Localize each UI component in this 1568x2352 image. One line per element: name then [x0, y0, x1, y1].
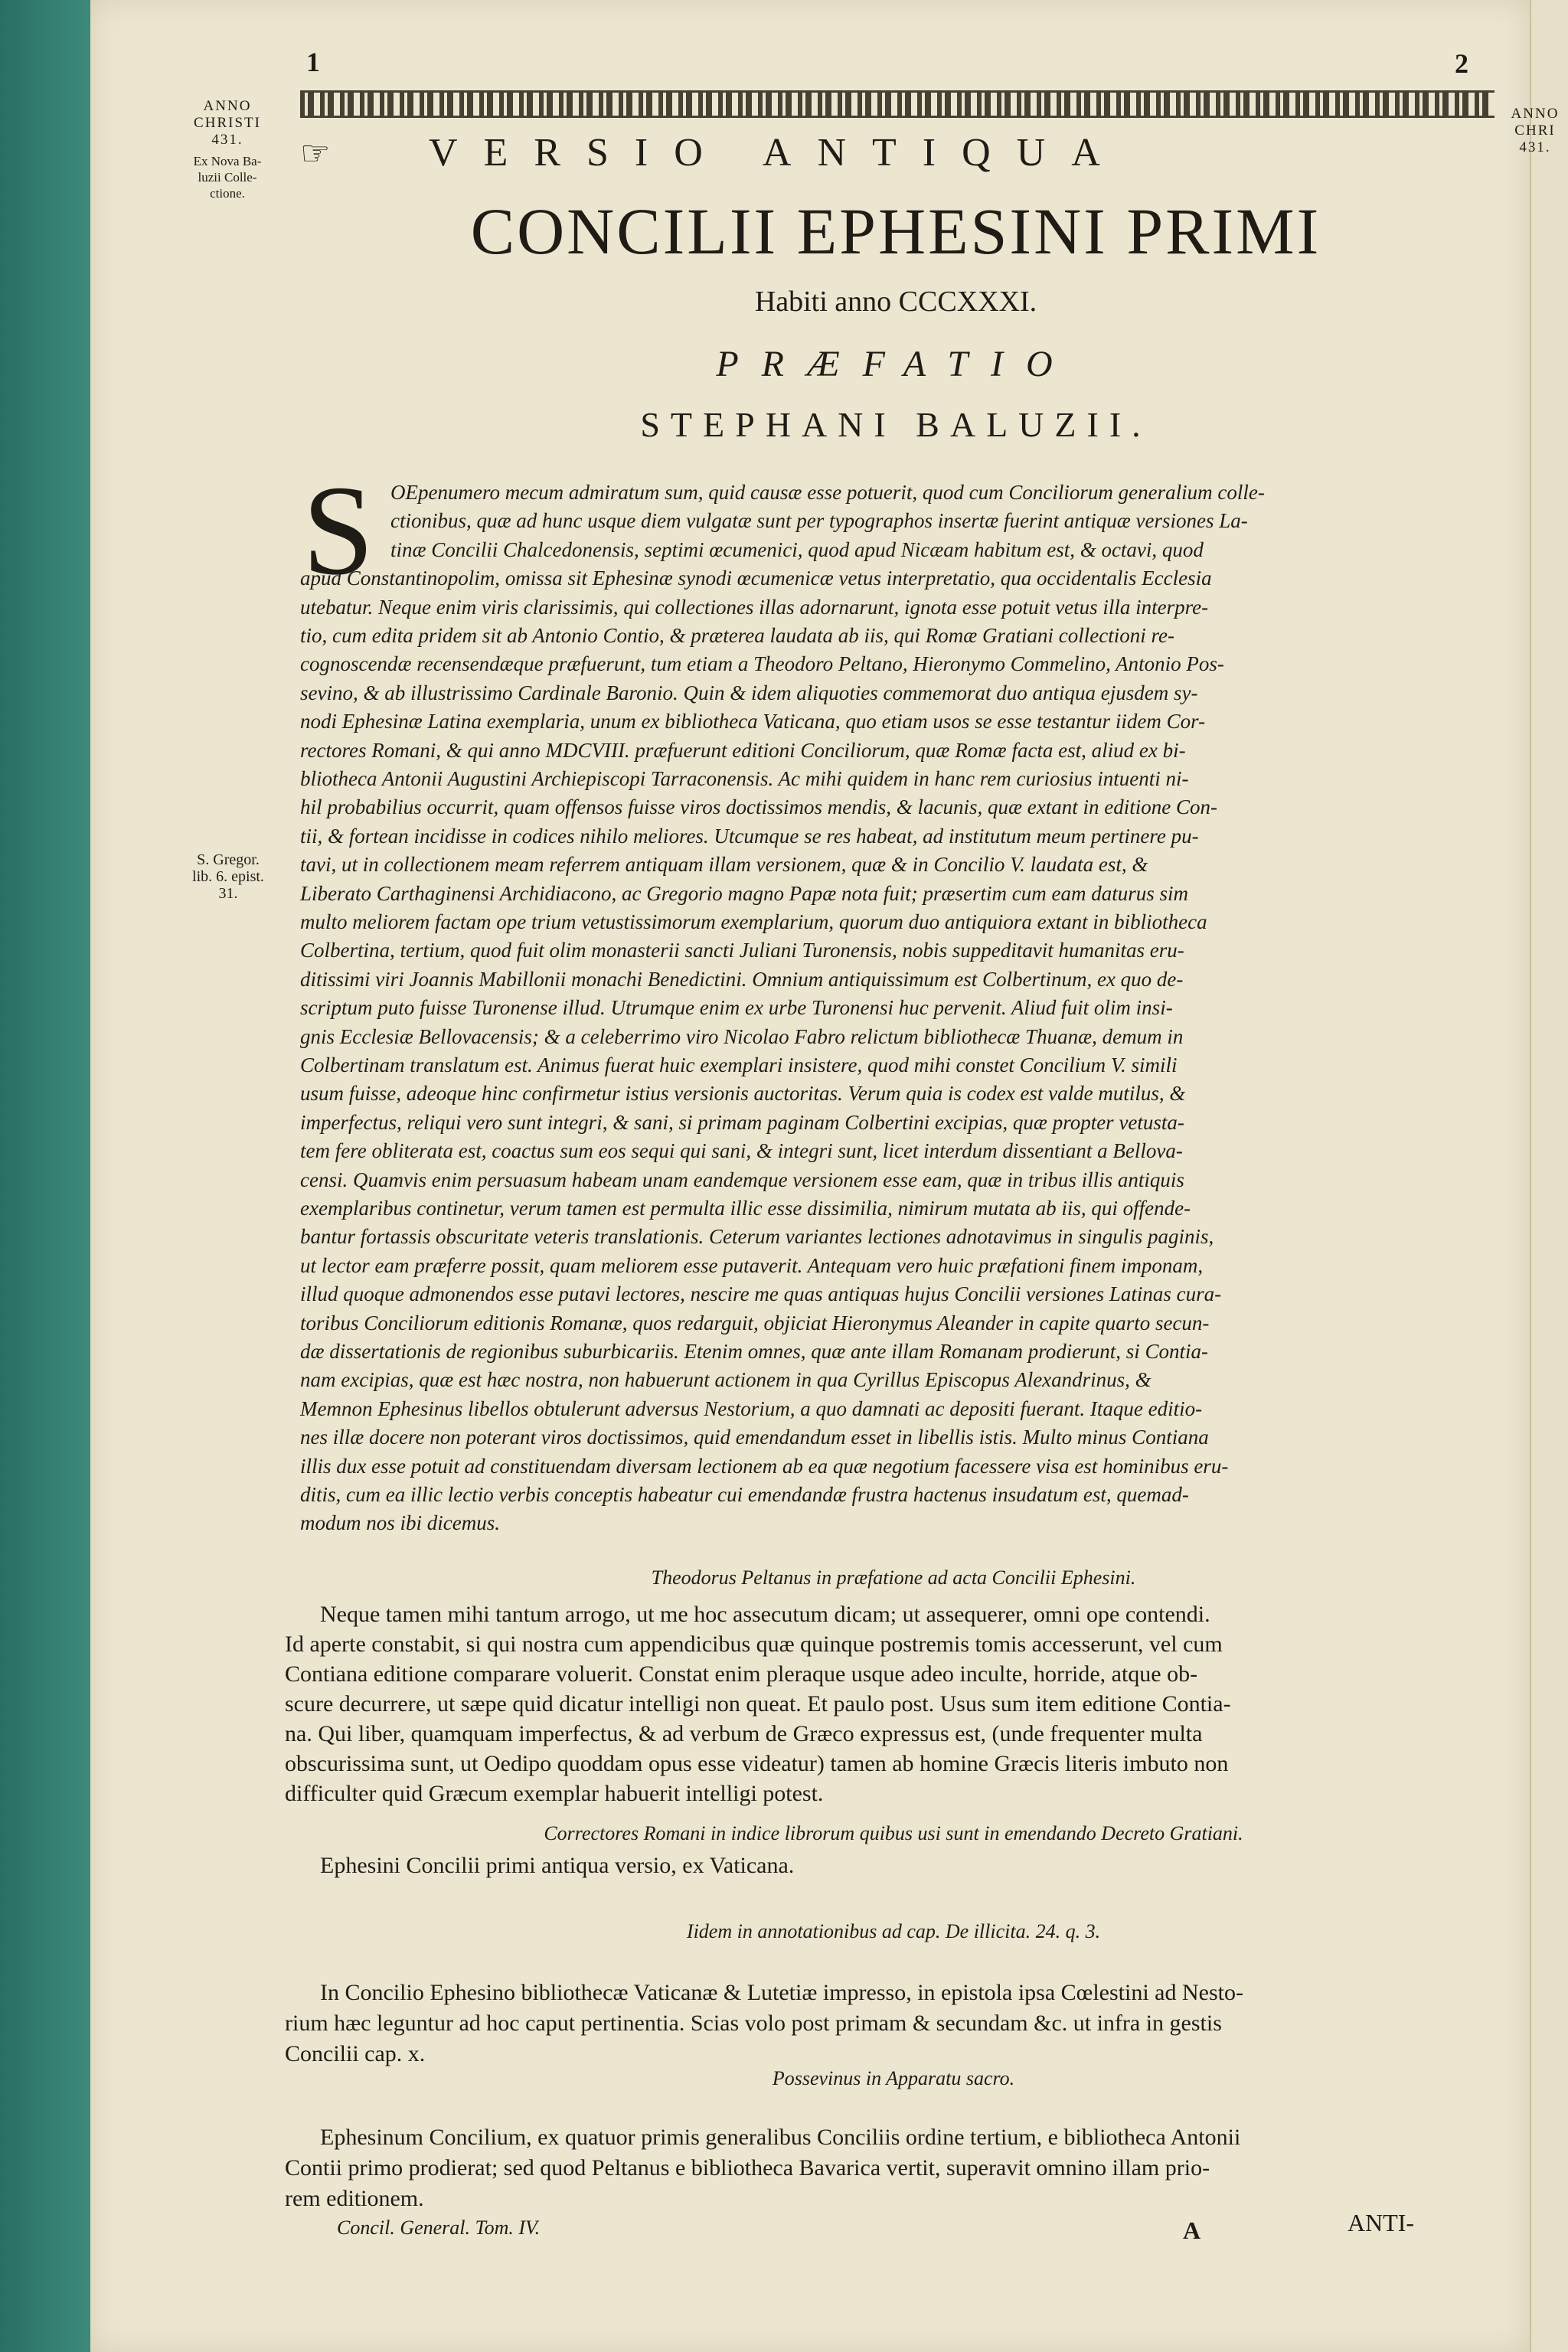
body-line: imperfectus, reliqui vero sunt integri, & sani, si primam paginam Colbertini excipias, quæ propter vetusta- — [300, 1110, 1184, 1134]
quote-heading: Possevinus in Apparatu sacro. — [772, 2067, 1015, 2089]
margin-note-gregor — [175, 851, 282, 902]
body-line: exemplaribus continetur, verum tamen est permulta illic esse dissimilia, nimirum mutata ab iis, qui offende- — [300, 1197, 1191, 1220]
pointing-hand-icon: ☞ — [300, 135, 331, 172]
body-line: Colbertinam translatum est. Animus fuerat huic exemplari insistere, quod mihi constet Concilium V. simili — [300, 1054, 1178, 1076]
body-line: tii, & fortean incidisse in codices nihilo meliores. Utcumque se res habeat, ad institutum meum pertinere pu- — [300, 824, 1199, 848]
body-line: hil probabilius occurrit, quam offensos fuisse viros doctissimos mendis, & lacunis, quæ extant in editione Con- — [300, 795, 1217, 819]
quote-line: obscurissima sunt, ut Oedipo quoddam opus esse videatur) tamen ab homine Græcis literis imbuto non — [285, 1751, 1229, 1776]
quote-line: difficulter quid Græcum exemplar habuerit intelligi potest. — [285, 1781, 824, 1806]
body-line: ditis, cum ea illic lectio verbis conceptis habeatur cui emendandæ frustra hactenus insudatum est, quemad- — [300, 1483, 1189, 1506]
catchword: ANTI- — [1348, 2209, 1415, 2236]
ornamental-border — [300, 90, 1494, 118]
body-line: tavi, ut in collectionem meam referrem antiquam illam versionem, quæ & in Concilio V. laudata est, & — [300, 853, 1148, 877]
margin-note-line: 31. — [218, 885, 238, 902]
title-habiti: Habiti anno CCCXXXI. — [754, 286, 1037, 318]
title-concilii: CONCILII EPHESINI PRIMI — [470, 194, 1321, 268]
left-page-number: 1 — [306, 47, 320, 77]
signature-letter: A — [1183, 2216, 1201, 2244]
body-line: Memnon Ephesinus libellos obtulerunt adversus Nestorium, a quo damnati ac depositi fuerant. Itaque editio- — [300, 1396, 1203, 1420]
body-line: toribus Conciliorum editionis Romanæ, quos redarguit, objiciat Hieronymus Aleander in capite quarto secun- — [300, 1311, 1210, 1334]
drop-cap: S — [302, 459, 374, 602]
next-page-edge — [1530, 0, 1568, 2352]
quote-line: In Concilio Ephesino bibliothecæ Vaticanæ & Lutetiæ impresso, in epistola ipsa Cœlestini ad Nesto- — [320, 1980, 1243, 2005]
quote-line: Contii primo prodierat; sed quod Peltanus e bibliotheca Bavarica vertit, superavit omnino illam prio- — [285, 2155, 1210, 2180]
body-line: nam excipias, quæ est hæc nostra, non habuerunt actionem in qua Cyrillus Episcopus Alexandrinus, & — [300, 1368, 1152, 1392]
quote-line: rem editionem. — [285, 2186, 424, 2211]
quote-line: Ephesinum Concilium, ex quatuor primis generalibus Conciliis ordine tertium, e bibliotheca Antonii — [320, 2125, 1241, 2150]
body-line: scriptum puto fuisse Turonense illud. Utrumque enim ex urbe Turonensi huc pervenit. Aliud fuit olim insi- — [300, 996, 1173, 1020]
body-line: censi. Quamvis enim persuasum habeam unam eandemque versionem esse eam, quæ in tribus illis antiquis — [300, 1168, 1184, 1191]
source-note-line: Ex Nova Ba- — [193, 154, 262, 168]
body-line: nes illæ docere non poterant viros doctissimos, quid emendandum esset in libellis istis. Multo minus Contiana — [300, 1426, 1209, 1449]
body-line: OEpenumero mecum admiratum sum, quid causæ esse potuerit, quod cum Conciliorum generalium colle- — [390, 481, 1265, 504]
margin-note-line: S. Gregor. — [197, 851, 260, 868]
body-line: ditissimi viri Joannis Mabillonii monachi Benedictini. Omnium antiquissimum est Colbertinum, ex quo de- — [300, 967, 1184, 991]
body-line: illud quoque admonendos esse putavi lectores, nescire me quas antiquas hujus Concilii versiones Latinas cura- — [300, 1282, 1222, 1306]
body-line: sevino, & ab illustrissimo Cardinale Baronio. Quin & idem aliquoties commemorat duo antiqua ejusdem sy- — [300, 681, 1198, 704]
body-line: usum fuisse, adeoque hinc confirmetur istius versionis auctoritas. Verum quia is codex est valde mutilus, & — [300, 1082, 1186, 1106]
body-line: dæ dissertationis de regionibus suburbicariis. Etenim omnes, quæ ante illam Romanam prodierunt, si Contia- — [300, 1340, 1208, 1363]
anno-line: CHRISTI — [194, 115, 261, 131]
body-line: tio, cum edita pridem sit ab Antonio Contio, & præterea laudata ab iis, qui Romæ Gratiani collectioni re- — [300, 624, 1174, 647]
quote-line: Id aperte constabit, si qui nostra cum appendicibus quæ quinque postremis tomis accesserunt, vel cum — [285, 1632, 1223, 1657]
quote-line: na. Qui liber, quamquam imperfectus, & ad verbum de Græco expressus est, (unde frequenter multa — [285, 1721, 1203, 1746]
source-note — [170, 153, 285, 201]
quote-line: scure decurrere, ut sæpe quid dicatur intelligi non queat. Et paulo post. Usus sum item editione Contia- — [285, 1691, 1231, 1717]
anno-line: ANNO — [1511, 106, 1560, 122]
margin-note-line: lib. 6. epist. — [192, 868, 264, 885]
anno-line: 431. — [211, 132, 243, 148]
body-line: bantur fortassis obscuritate veteris translationis. Ceterum variantes lectiones adnotavimus in singulis paginis, — [300, 1225, 1214, 1249]
source-note-line: ctione. — [210, 186, 245, 201]
body-line: multo meliorem factam ope trium vetustissimorum exemplarium, quorum duo antiquiora extant in bibliotheca — [300, 910, 1207, 933]
title-praefatio: PRÆFATIO — [716, 344, 1076, 384]
body-line: nodi Ephesinæ Latina exemplaria, unum ex bibliotheca Vaticana, quo etiam usos se esse testantur iidem Cor- — [300, 710, 1206, 733]
title-versio: VERSIO ANTIQUA — [429, 131, 1126, 175]
anno-line: 431. — [1519, 139, 1551, 155]
body-line: cognoscendæ recensendæque præfuerunt, tum etiam a Theodoro Peltano, Hieronymo Commelino, Antonio Pos- — [300, 652, 1224, 676]
body-line: tem fere obliterata est, coactus sum eos sequi qui sani, & integri sunt, licet interdum dissentiant a Bellova- — [300, 1139, 1183, 1163]
body-line: bliotheca Antonii Augustini Archiepiscopi Tarraconensis. Ac mihi quidem in hanc rem curiosius intuenti ni- — [300, 767, 1189, 790]
right-page-number: 2 — [1455, 48, 1468, 79]
anno-christi-left — [170, 98, 285, 149]
quote-heading: Correctores Romani in indice librorum quibus usi sunt in emendando Decreto Gratiani. — [544, 1822, 1243, 1844]
quote-heading: Theodorus Peltanus in præfatione ad acta Concilii Ephesini. — [651, 1566, 1136, 1589]
quote-line: rium hæc leguntur ad hoc caput pertinentia. Scias volo post primam & secundam &c. ut infra in gestis — [285, 2011, 1222, 2036]
anno-christi-right — [1502, 106, 1568, 156]
body-line: modum nos ibi dicemus. — [300, 1511, 500, 1535]
book-gutter — [0, 0, 90, 2352]
quote-heading: Iidem in annotationibus ad cap. De illicita. 24. q. 3. — [686, 1920, 1101, 1942]
signature-line: Concil. General. Tom. IV. — [337, 2216, 541, 2239]
body-line: apud Constantinopolim, omissa sit Ephesinæ synodi œcumenicæ vetus interpretatio, qua occidentalis Ecclesia — [300, 567, 1212, 590]
anno-line: ANNO — [203, 98, 252, 114]
quote-line: Neque tamen mihi tantum arrogo, ut me hoc assecutum dicam; ut assequerer, omni ope contendi. — [320, 1602, 1210, 1627]
body-line: gnis Ecclesiæ Bellovacensis; & a celeberrimo viro Nicolao Fabro relictum bibliothecæ Thuanæ, demum in — [300, 1024, 1184, 1048]
quote-line: Contiana editione comparare voluerit. Constat enim pleraque usque adeo inculte, horride, atque ob- — [285, 1661, 1198, 1687]
body-line: ctionibus, quæ ad hunc usque diem vulgatæ sunt per typographos insertæ fuerint antiquæ versiones La- — [390, 509, 1248, 533]
source-note-line: luzii Colle- — [198, 170, 257, 185]
body-line: ut lector eam præferre possit, quam meliorem esse putaverit. Antequam vero huic præfationi finem imponam, — [300, 1253, 1204, 1277]
body-line: rectores Romani, & qui anno MDCVIII. præfuerunt editioni Conciliorum, quæ Romæ facta est, aliud ex bi- — [300, 738, 1186, 762]
quote-line: Ephesini Concilii primi antiqua versio, ex Vaticana. — [320, 1853, 795, 1878]
body-line: Liberato Carthaginensi Archidiacono, ac Gregorio magno Papæ nota fuit; præsertim cum eam daturus sim — [300, 881, 1188, 905]
body-line: utebatur. Neque enim viris clarissimis, qui collectiones illas adornarunt, ignota esse potuit vetus illa interpre- — [300, 595, 1209, 619]
body-line: illis dux esse potuit ad constituendam diversam lectionem ab ea quæ negotium facessere visa est hominibus eru- — [300, 1454, 1229, 1478]
quote-line: Concilii cap. x. — [285, 2041, 426, 2066]
body-line: Colbertina, tertium, quod fuit olim monasterii sancti Juliani Turonensis, nobis suppeditavit humanitas eru- — [300, 939, 1184, 962]
title-stephani: STEPHANI BALUZII. — [640, 405, 1152, 444]
body-line: tinæ Concilii Chalcedonensis, septimi œcumenici, quod apud Nicæam habitum est, & octavi, quod — [390, 537, 1204, 561]
anno-line: CHRI — [1514, 122, 1556, 139]
